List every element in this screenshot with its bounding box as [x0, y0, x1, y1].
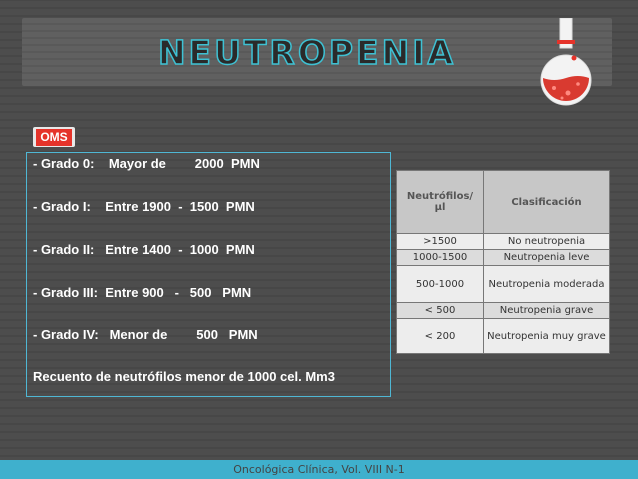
footer-citation: Oncológica Clínica, Vol. VIII N-1: [233, 463, 405, 476]
table-header-row: [397, 171, 610, 234]
title-banner: [22, 18, 612, 86]
table-cell: Neutropenia moderada: [484, 266, 610, 303]
grade-3: - Grado III: Entre 900 - 500 PMN: [33, 285, 252, 300]
table-row: [397, 234, 610, 250]
footer: [0, 460, 638, 479]
grade-1: - Grado I: Entre 1900 - 1500 PMN: [33, 199, 255, 214]
table-cell: < 200: [397, 319, 484, 354]
table-cell: 500-1000: [397, 266, 484, 303]
table-row: [397, 319, 610, 354]
table-cell: < 500: [397, 303, 484, 319]
table-row: [397, 250, 610, 266]
header-neutrofilos: Neutrófilos/ µl: [397, 171, 484, 234]
table-row: [397, 303, 610, 319]
oms-badge: [33, 127, 75, 147]
page-title: NEUTROPENIA: [157, 32, 457, 72]
table-cell: 1000-1500: [397, 250, 484, 266]
grade-0: - Grado 0: Mayor de 2000 PMN: [33, 156, 260, 171]
flask-icon: [538, 18, 594, 114]
table-cell: No neutropenia: [484, 234, 610, 250]
table-cell: >1500: [397, 234, 484, 250]
table-cell: Neutropenia grave: [484, 303, 610, 319]
grades-box: [26, 152, 391, 397]
table-cell: Neutropenia muy grave: [484, 319, 610, 354]
table-cell: Neutropenia leve: [484, 250, 610, 266]
classification-table: [396, 170, 610, 354]
oms-badge-label: OMS: [36, 129, 71, 146]
header-clasificacion: Clasificación: [484, 171, 610, 234]
grade-4: - Grado IV: Menor de 500 PMN: [33, 327, 258, 342]
table-row: [397, 266, 610, 303]
summary-text: Recuento de neutrófilos menor de 1000 cel. Mm3: [33, 369, 335, 384]
grade-2: - Grado II: Entre 1400 - 1000 PMN: [33, 242, 255, 257]
